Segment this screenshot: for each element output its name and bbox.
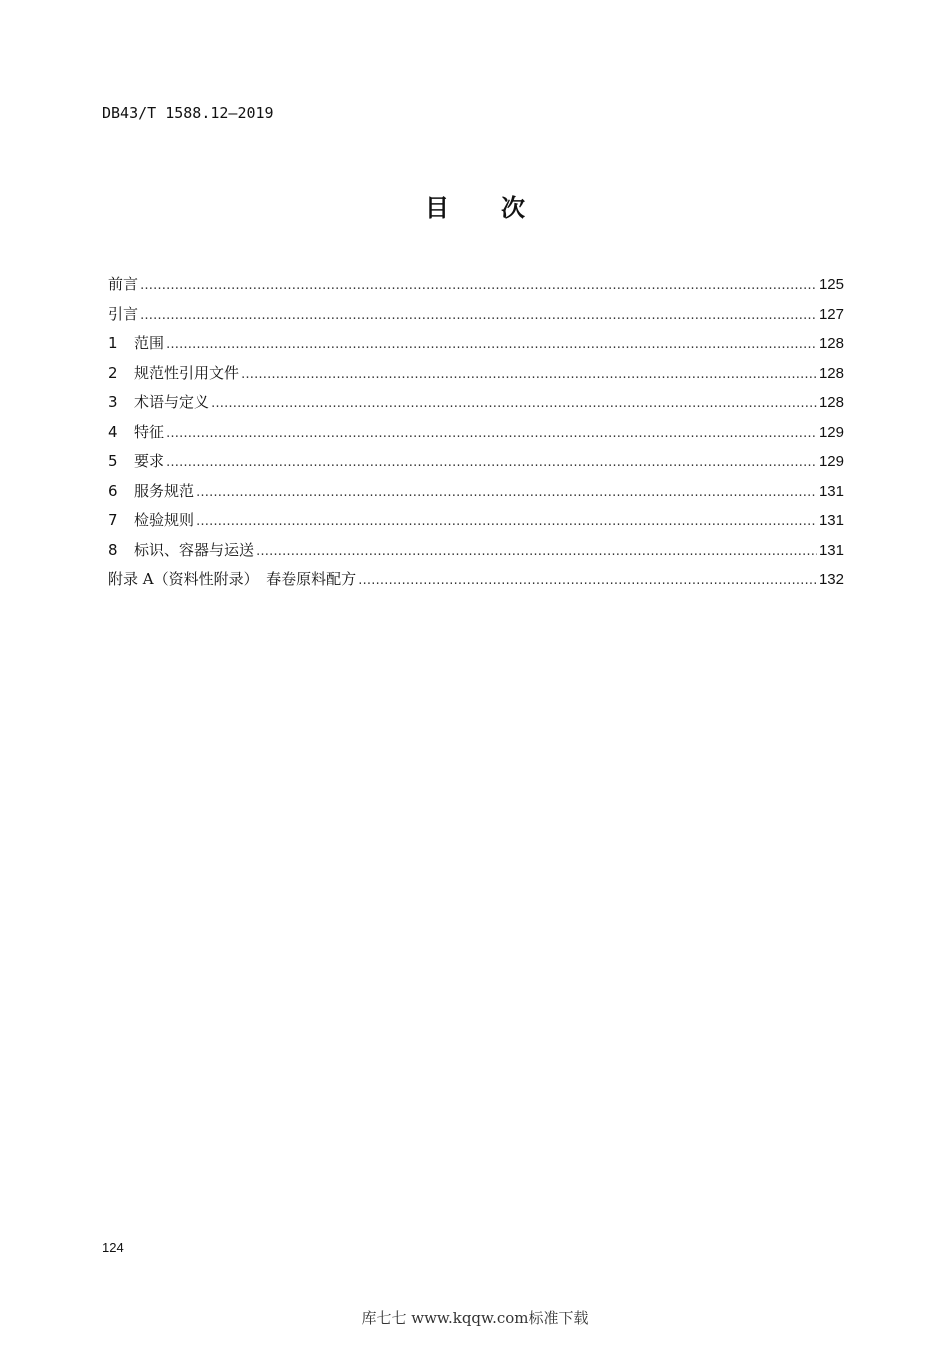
toc-entry-label: 特征	[134, 422, 165, 441]
toc-entry-label: 规范性引用文件	[134, 363, 240, 382]
table-of-contents	[108, 271, 844, 596]
toc-leader-dots	[166, 332, 817, 358]
toc-entry-label: 要求	[134, 452, 165, 470]
toc-entry-page: 129	[818, 423, 844, 441]
toc-leader-dots	[358, 568, 817, 594]
toc-entry-number: 6	[108, 481, 118, 500]
toc-entry-label: 检验规则	[134, 511, 195, 529]
toc-leader-dots	[166, 450, 817, 476]
toc-entry-page: 125	[818, 276, 844, 293]
toc-entry-page: 131	[818, 482, 844, 500]
toc-entry-page: 131	[818, 512, 844, 529]
toc-leader-dots	[140, 303, 817, 329]
toc-entry-page: 128	[818, 394, 844, 411]
toc-entry-page: 132	[818, 571, 844, 588]
toc-entry-number: 4	[108, 422, 118, 441]
toc-entry-label: 范围	[134, 334, 165, 352]
toc-entry-number: 7	[108, 511, 118, 529]
page-title: 目次	[425, 194, 577, 222]
toc-entry-terms-definitions[interactable]	[108, 389, 844, 419]
toc-leader-dots	[256, 539, 817, 565]
toc-entry-page: 129	[818, 453, 844, 470]
toc-entry-number: 2	[108, 363, 118, 382]
toc-entry-foreword[interactable]	[108, 271, 844, 301]
toc-leader-dots	[211, 391, 817, 417]
toc-leader-dots	[140, 273, 817, 299]
toc-entry-page: 131	[818, 541, 844, 559]
toc-entry-page: 128	[818, 335, 844, 352]
toc-entry-normative-references[interactable]	[108, 360, 844, 390]
toc-entry-label: 附录 A（资料性附录） 春卷原料配方	[108, 570, 357, 588]
toc-entry-number: 8	[108, 540, 118, 559]
toc-entry-characteristics[interactable]	[108, 419, 844, 449]
toc-leader-dots	[196, 480, 817, 506]
toc-entry-inspection-rules[interactable]	[108, 507, 844, 537]
toc-entry-number: 1	[108, 334, 118, 352]
toc-entry-page: 128	[818, 364, 844, 382]
toc-entry-page: 127	[818, 305, 844, 323]
toc-entry-label: 服务规范	[134, 481, 195, 500]
page-number: 124	[102, 1240, 124, 1255]
toc-entry-label: 前言	[108, 275, 139, 293]
toc-entry-label: 引言	[108, 304, 139, 323]
toc-leader-dots	[166, 421, 817, 447]
toc-entry-appendix-a[interactable]	[108, 566, 844, 596]
toc-leader-dots	[241, 362, 817, 388]
toc-entry-label: 标识、容器与运送	[134, 540, 255, 559]
toc-entry-label: 术语与定义	[134, 393, 210, 411]
document-code: DB43/T 1588.12—2019	[102, 104, 274, 122]
toc-entry-scope[interactable]	[108, 330, 844, 360]
toc-entry-introduction[interactable]	[108, 301, 844, 331]
toc-entry-number: 5	[108, 452, 118, 470]
toc-entry-requirements[interactable]	[108, 448, 844, 478]
toc-entry-service-specification[interactable]	[108, 478, 844, 508]
footer-watermark: 库七七 www.kqqw.com标准下载	[361, 1309, 589, 1327]
toc-entry-number: 3	[108, 393, 118, 411]
toc-entry-marking-container-transport[interactable]	[108, 537, 844, 567]
toc-leader-dots	[196, 509, 817, 535]
